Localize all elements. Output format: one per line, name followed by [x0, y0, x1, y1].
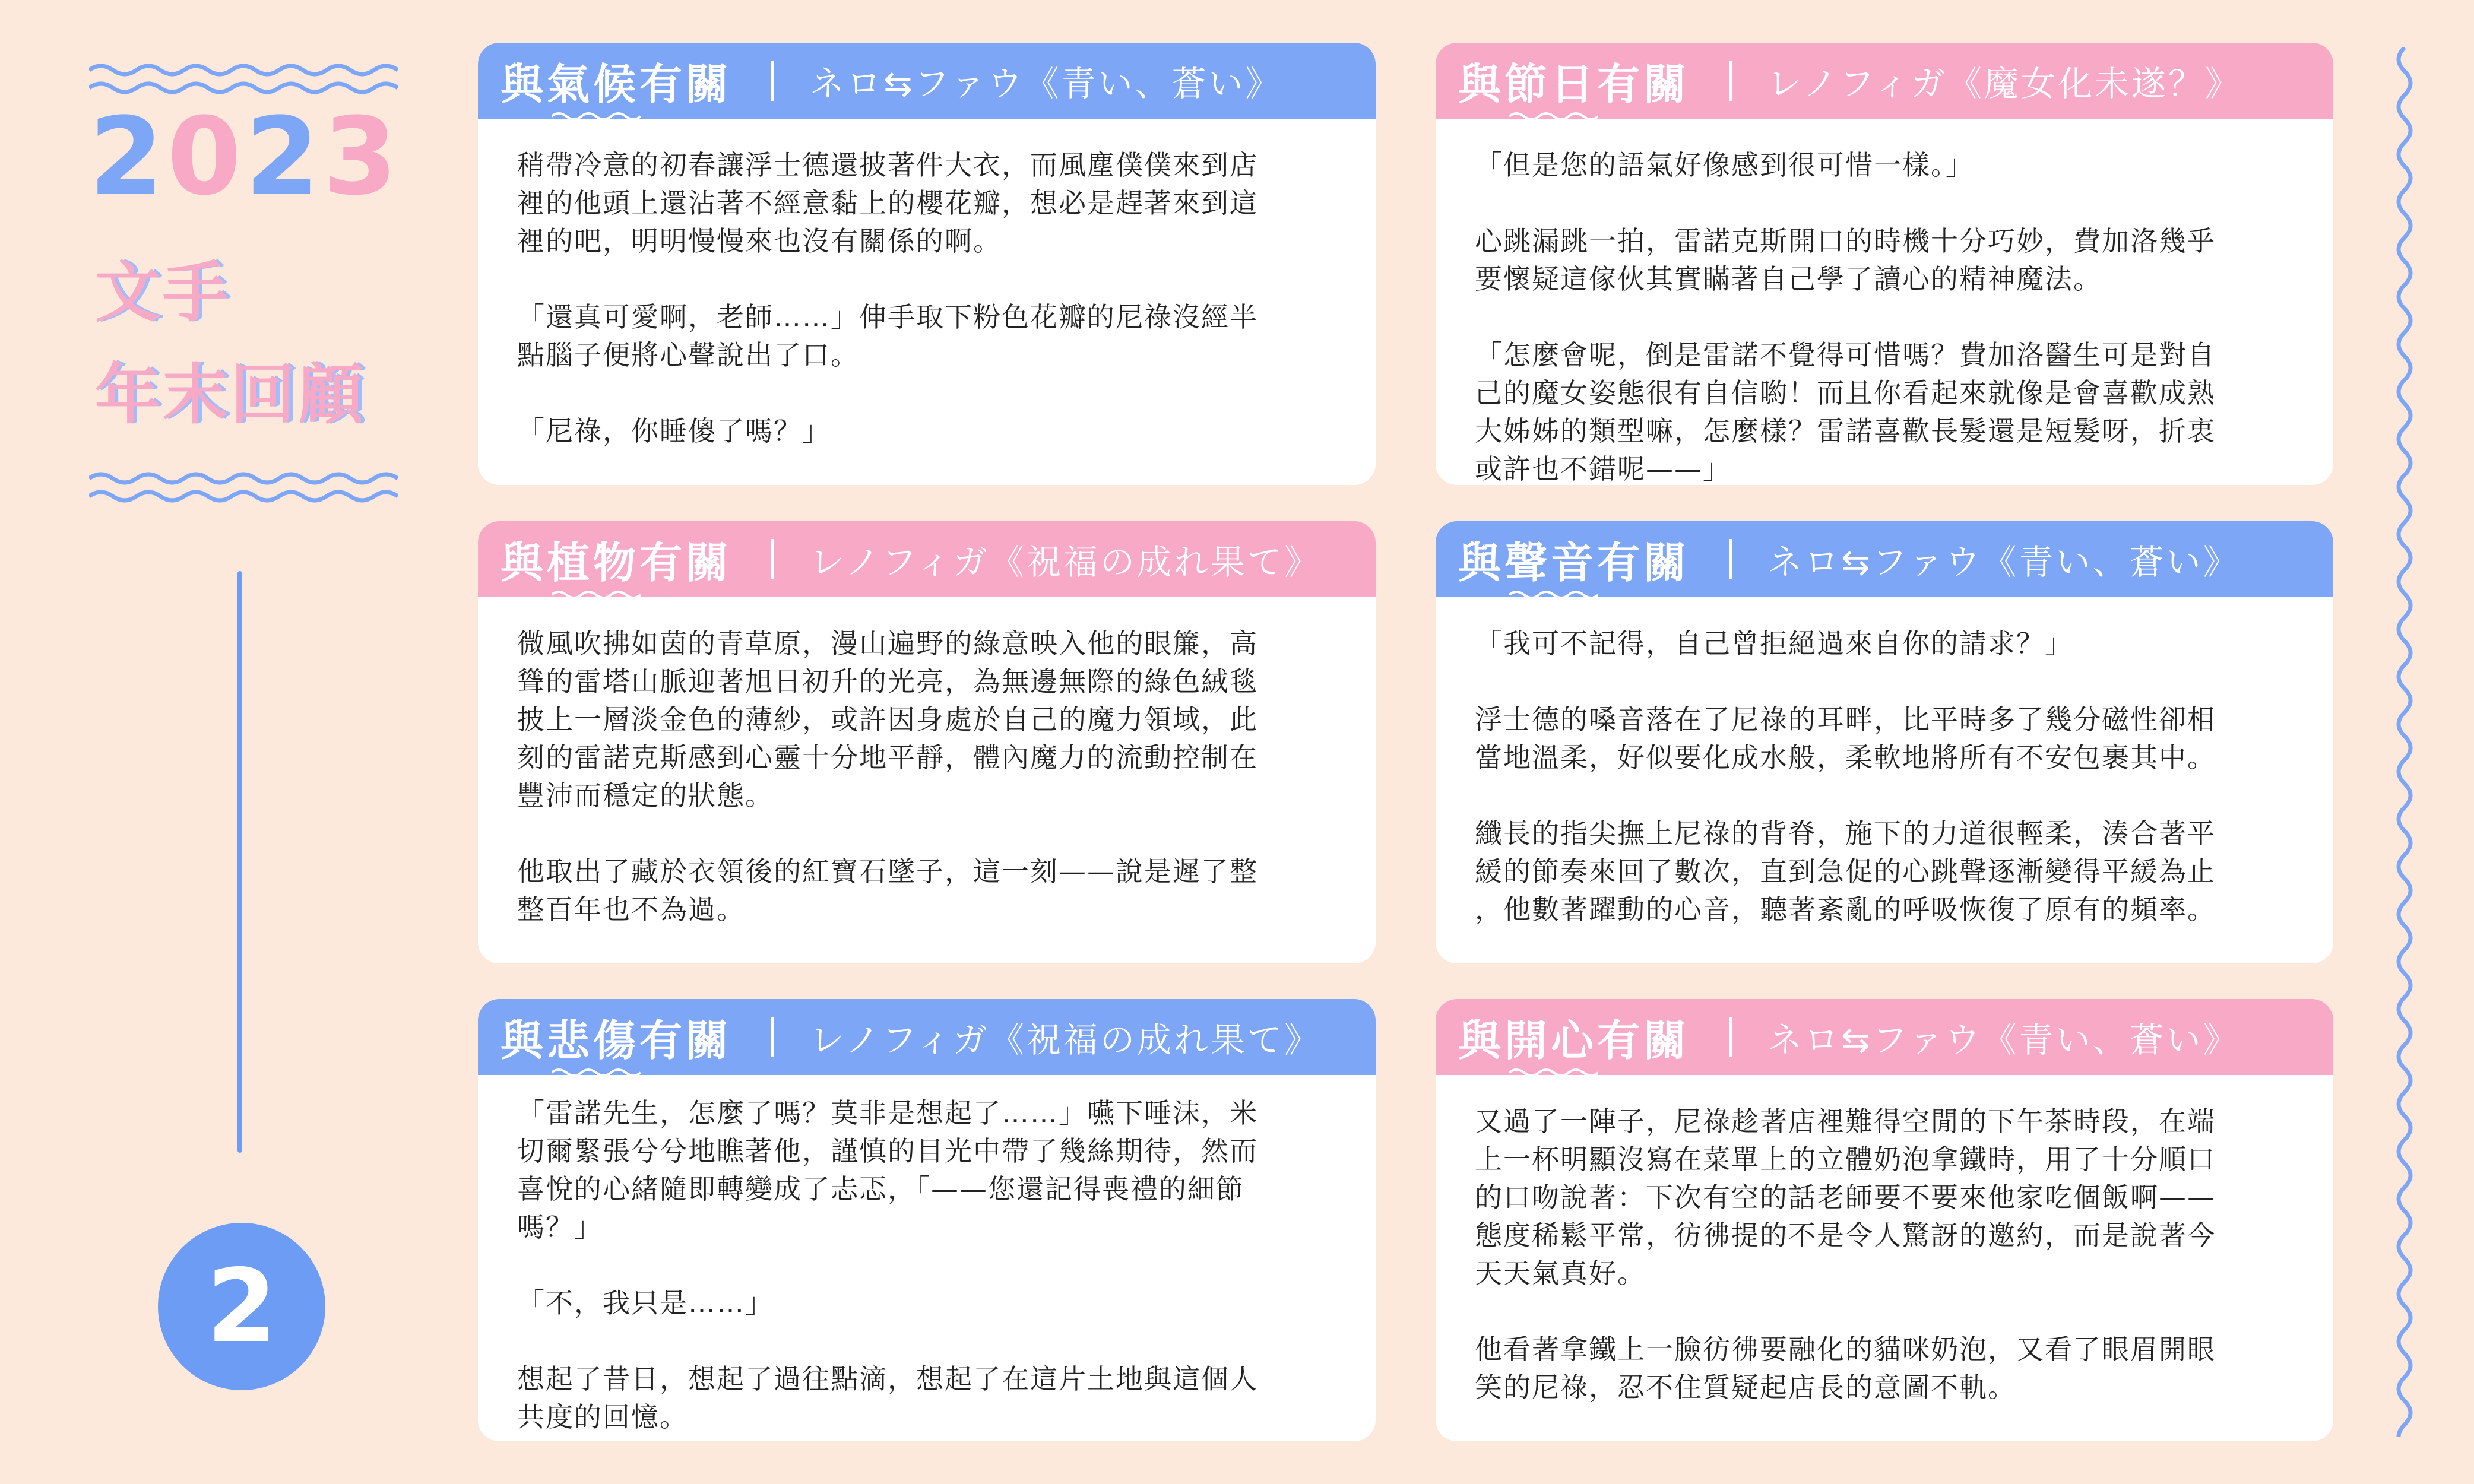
- title-squiggle-icon: [552, 1067, 641, 1079]
- right-edge-wave: [2387, 47, 2422, 1437]
- year-heading: [89, 95, 401, 219]
- subtitle-line-2: 年末回顧: [95, 357, 366, 433]
- bottom-wave-decoration: [89, 468, 398, 509]
- card-paragraph: 「不，我只是……」: [517, 1287, 774, 1319]
- card-header: [478, 521, 1376, 597]
- card-paragraph: 又過了一陣子，尼祿趁著店裡難得空閒的下午茶時段，在端 上一杯明顯沒寫在菜單上的立體奶泡拿鐵時，用了十分順口 的口吻說著：下次有空的話老師要不要來他家吃個飯啊—— 態度稀鬆平常，彷彿提的不是令人驚訝的邀約，而是說著今 天天氣真好。: [1475, 1105, 2216, 1289]
- card-header: [1436, 521, 2333, 597]
- card-paragraph: 「還真可愛啊，老師……」伸手取下粉色花瓣的尼祿沒經半 點腦子便將心聲說出了口。: [517, 301, 1258, 371]
- card-paragraph: 想起了昔日，想起了過往點滴，想起了在這片土地與這個人 共度的回憶。: [517, 1363, 1258, 1433]
- header-separator: [771, 61, 774, 101]
- card-paragraph: 「雷諾先生，怎麼了嗎？莫非是想起了……」嚥下唾沫，米 切爾緊張兮兮地瞧著他，謹慎的目光中帶了幾絲期待，然而 喜悅的心緒隨即轉變成了忐忑，「——您還記得喪禮的細節 嗎？」: [517, 1097, 1258, 1243]
- card-source: レノフィガ《魔女化未遂？》: [1767, 64, 2242, 104]
- header-separator: [1729, 1017, 1732, 1057]
- card-paragraph: 浮士德的嗓音落在了尼祿的耳畔，比平時多了幾分磁性卻相 當地溫柔，好似要化成水般，柔軟地將所有不安包裹其中。: [1475, 703, 2216, 773]
- card-body: [1436, 597, 2333, 928]
- card-paragraph: 「但是您的語氣好像感到很可惜一樣。」: [1475, 149, 1974, 181]
- card-header: [1436, 43, 2333, 119]
- card-header: [478, 999, 1376, 1075]
- card-title: 與植物有關: [500, 528, 738, 590]
- header-separator: [1729, 61, 1732, 101]
- year-digit: 2: [245, 95, 323, 219]
- card-paragraph: 稍帶冷意的初春讓浮士德還披著件大衣，而風塵僕僕來到店 裡的他頭上還沾著不經意黏上的櫻花瓣，想必是趕著來到這 裡的吧，明明慢慢來也沒有關係的啊。: [517, 149, 1258, 257]
- page-number-badge: 2: [158, 1223, 325, 1390]
- card-paragraph: 微風吹拂如茵的青草原，漫山遍野的綠意映入他的眼簾，高 聳的雷塔山脈迎著旭日初升的光亮，為無邊無際的綠色絨毯 披上一層淡金色的薄紗，或許因身處於自己的魔力領域，此 刻的雷諾克斯感到心靈十分地平靜，體內魔力的流動控制在 豐沛而穩定的狀態。: [517, 627, 1258, 811]
- card-paragraph: 纖長的指尖撫上尼祿的背脊，施下的力道很輕柔，湊合著平 緩的節奏來回了數次，直到急促的心跳聲逐漸變得平緩為止 ，他數著躍動的心音，聽著紊亂的呼吸恢復了原有的頻率。: [1475, 817, 2216, 925]
- header-separator: [771, 539, 774, 579]
- card-paragraph: 「我可不記得，自己曾拒絕過來自你的請求？」: [1475, 627, 2073, 659]
- card-sound: [1436, 521, 2333, 963]
- card-body: [1436, 1075, 2333, 1406]
- card-sadness: [478, 999, 1376, 1441]
- card-source: レノフィガ《祝福の成れ果て》: [810, 1020, 1322, 1060]
- card-header: [478, 43, 1376, 119]
- card-title: 與聲音有關: [1458, 528, 1696, 590]
- card-paragraph: 「怎麼會呢，倒是雷諾不覺得可惜嗎？費加洛醫生可是對自 己的魔女姿態很有自信喲！而且你看起來就像是會喜歡成熟 大姊姊的類型嘛，怎麼樣？雷諾喜歡長髮還是短髮呀，折衷 或許也不錯呢——」: [1475, 339, 2216, 485]
- card-holiday: [1436, 43, 2333, 485]
- card-header: [1436, 999, 2333, 1075]
- year-digit: 0: [167, 95, 245, 219]
- card-body: [478, 119, 1376, 450]
- title-squiggle-icon: [1509, 589, 1598, 601]
- title-squiggle-icon: [1509, 110, 1598, 122]
- header-separator: [771, 1017, 774, 1057]
- card-weather: [478, 43, 1376, 485]
- card-title: 與悲傷有關: [500, 1006, 738, 1068]
- card-plants: [478, 521, 1376, 963]
- year-digit: 2: [89, 95, 167, 219]
- card-title: 與開心有關: [1458, 1006, 1696, 1068]
- card-happiness: [1436, 999, 2333, 1441]
- subtitle-line-1: 文手: [95, 255, 230, 331]
- title-squiggle-icon: [552, 110, 641, 122]
- card-body: [478, 597, 1376, 928]
- card-title: 與氣候有關: [500, 50, 738, 112]
- card-source: ネロ⇆ファウ《青い、蒼い》: [1767, 1020, 2240, 1060]
- card-title: 與節日有關: [1458, 50, 1696, 112]
- card-paragraph: 他取出了藏於衣領後的紅寶石墜子，這一刻——說是遲了整 整百年也不為過。: [517, 855, 1258, 925]
- card-source: レノフィガ《祝福の成れ果て》: [810, 542, 1322, 582]
- card-body: [1436, 119, 2333, 485]
- sidebar-divider-line: [237, 571, 242, 1153]
- card-source: ネロ⇆ファウ《青い、蒼い》: [810, 64, 1282, 104]
- card-source: ネロ⇆ファウ《青い、蒼い》: [1767, 542, 2240, 582]
- card-body: [478, 1075, 1376, 1436]
- title-squiggle-icon: [552, 589, 641, 601]
- year-digit: 3: [322, 95, 401, 219]
- card-paragraph: 心跳漏跳一拍，雷諾克斯開口的時機十分巧妙，費加洛幾乎 要懷疑這傢伙其實瞞著自己學了讀心的精神魔法。: [1475, 225, 2216, 295]
- title-squiggle-icon: [1509, 1067, 1598, 1079]
- header-separator: [1729, 539, 1732, 579]
- card-paragraph: 「尼祿，你睡傻了嗎？」: [517, 415, 831, 447]
- card-paragraph: 他看著拿鐵上一臉彷彿要融化的貓咪奶泡，又看了眼眉開眼 笑的尼祿，忍不住質疑起店長的意圖不軌。: [1475, 1333, 2216, 1403]
